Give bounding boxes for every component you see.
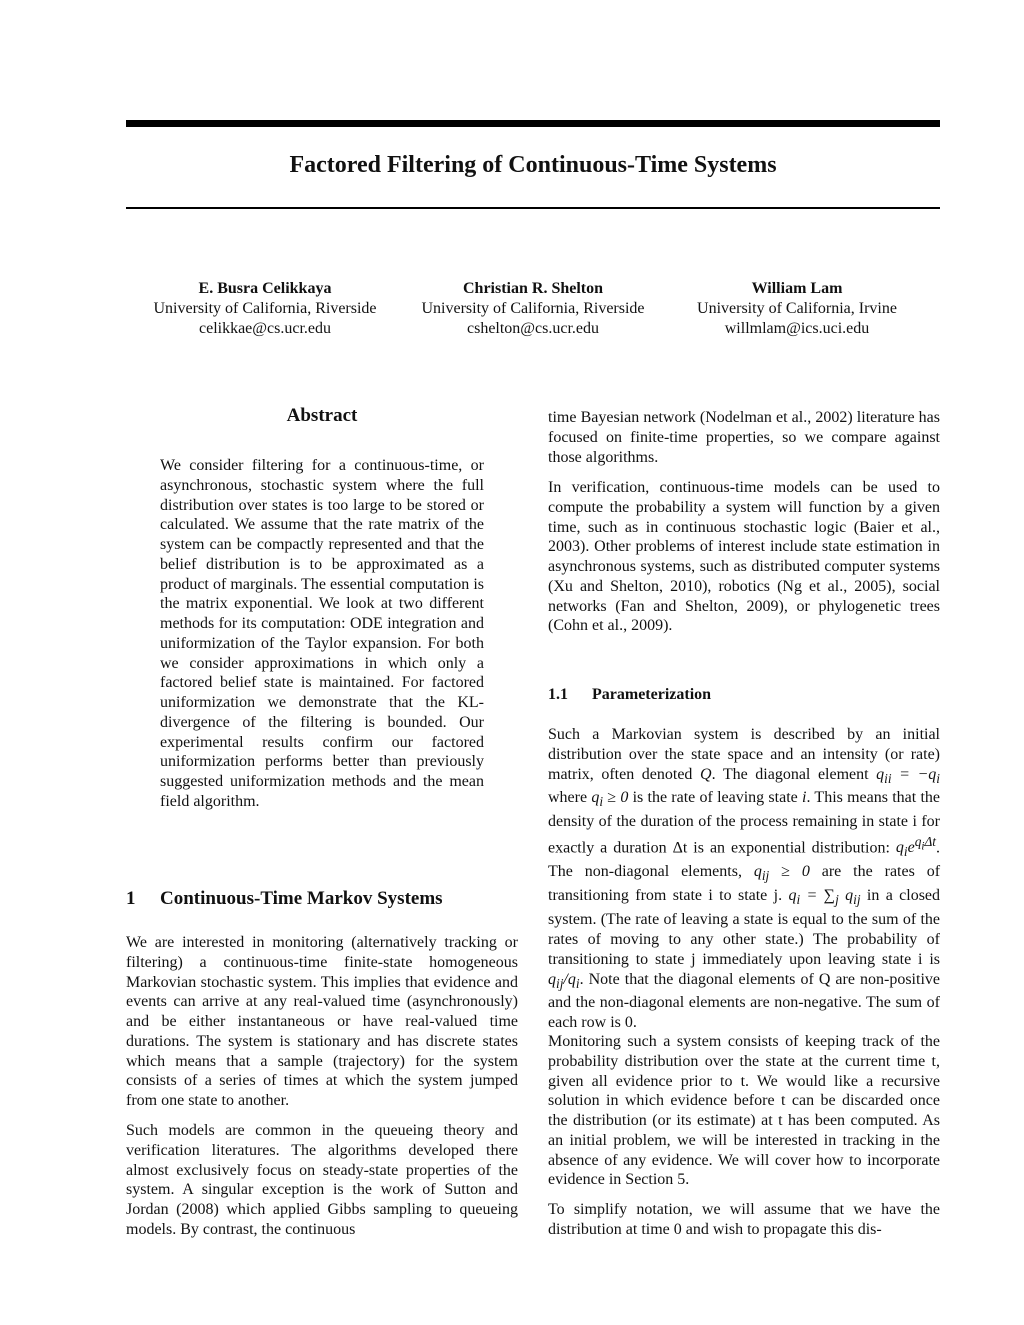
author-name: William Lam [751, 280, 843, 297]
paragraph-verification: In verification, continuous-time models can be used to compute the probability a system will function by a given time, such as in continuous stochastic logic (Baier et al., 2003). Other problems of interest include state estimation in asynchronous systems, such as distributed computer systems (Xu and Shelton, 2010), robotics (Ng et al., 2005), social networks (Fan and Shelton, 2009), or phylogenetic trees (Cohn et al., 2009). [548, 479, 940, 635]
subsection-1-1-heading [548, 686, 940, 704]
author-email: celikkae@cs.ucr.edu [198, 320, 331, 337]
math-qi-sum: $q_i = \sum_j$ $q_{ij}$ [788, 887, 861, 908]
author-affiliation: University of California, Riverside [421, 300, 645, 317]
paragraph-parameterization: Such a Markovian system is described by an initial distribution over the state space and an intensity (or rate) matrix, often denoted Q. The diagonal element $q_{ii} = -q_i$ where $q_i \ge 0$ is the rate of leaving state i. This means that the density of the duration of the process remaining in state i for exactly a duration Δt is an exponential distribution: $q_ie^{q_i\Delta t}$. The non-diagonal elements, $q_{ij} \ge 0$ are the rates of transitioning from state i to state j. $q_i = \sum_j$ $q_{ij}$ in a closed system. (The rate of leaving a state is equal to the sum of the rates of moving to any other state.) The probability of transitioning to state j immediately upon leaving state i is $q_{ij}/q_i$. Note that the diagonal elements of Q are non-positive and the non-diagonal elements are non-negative. The sum of each row is 0. [548, 726, 941, 1032]
author-1 [130, 279, 400, 339]
param-text-f: in a closed system. (The rate of leaving a state is equal to the sum of the rates of moving to any other state.) The probability of transitioning to state j immediately upon leaving state i is [548, 887, 941, 968]
math-i: i [802, 789, 807, 807]
title-top-rule [126, 120, 940, 127]
abstract-heading: Abstract [286, 405, 358, 426]
author-email: willmlam@ics.uci.edu [724, 320, 870, 337]
math-Q: Q [700, 765, 712, 783]
math-qi-ge0: $q_i \ge 0$ [591, 789, 629, 810]
section-1-paragraph-1: We are interested in monitoring (alternatively tracking or filtering) a continuous-time finite-state homogeneous Markovian stochastic system. This implies that evidence and events can arrive at any real-valued time (asynchronously) and be either instantaneous or have real-valued time durations. The system is stationary and has discrete states which means that a sample (trajectory) for the system consists of a series of times at which the system jumped from one state to another. [126, 934, 518, 1109]
paragraph-simplify: To simplify notation, we will assume that we have the distribution at time 0 and wish to propagate this dis- [548, 1201, 940, 1238]
section-number: 1 [126, 888, 136, 909]
section-1-paragraph-2: Such models are common in the queueing theory and verification literatures. The algorithms developed there almost exclusively focus on steady-state properties of the system. A singular exception is the work of Sutton and Jordan (2008) which applied Gibbs sampling to queueing models. By contrast, the continuous [126, 1122, 518, 1238]
title-bottom-rule [126, 207, 940, 209]
author-affiliation: University of California, Riverside [153, 300, 377, 317]
math-qii: $q_{ii} = -q_i$ [876, 765, 940, 786]
param-text-e: are the rates of transitioning from state i to state j. [548, 863, 941, 905]
math-qij-over-qi: $q_{ij}/q_i$ [548, 970, 580, 991]
subsection-number: 1.1 [548, 686, 568, 703]
section-1-heading [126, 888, 518, 910]
param-text-g: . Note that the diagonal elements of Q are non-positive and the non-diagonal elements are non-negative. The sum of each row is 0. [548, 970, 940, 1032]
author-3 [662, 279, 932, 339]
author-name: Christian R. Shelton [462, 280, 604, 297]
param-text-a: Such a Markovian system is described by an initial distribution over the state space and an intensity (or rate) matrix, often denoted [548, 726, 940, 783]
paragraph-continuation: time Bayesian network (Nodelman et al., 2002) literature has focused on finite-time properties, so we compare against those algorithms. [548, 409, 940, 466]
author-name: E. Busra Celikkaya [198, 280, 332, 297]
paragraph-monitoring: Monitoring such a system consists of keeping track of the probability distribution over the state at the current time t, given all evidence prior to t. We would like a recursive solution in which evidence before t can be discarded once the distribution (or its estimate) at t has been computed. As an initial problem, we will be interested in tracking in the absence of any evidence. We will cover how to incorporate evidence in Section 5. [548, 1033, 940, 1189]
abstract-text: We consider filtering for a continuous-time, or asynchronous, stochastic system where the full distribution over states is too large to be stored or calculated. We assume that the rate matrix of the system can be compactly represented and that the belief distribution is to be approximated as a product of marginals. The essential computation is the matrix exponential. We look at two different methods for its computation: ODE integration and uniformization of the Taylor expansion. For both we consider approximations in which only a factored belief state is maintained. For factored uniformization we demonstrate that the KL-divergence of the filtering is bounded. Our experimental results confirm our factored uniformization performs better than previously suggested uniformization methods and the mean field algorithm. [160, 457, 484, 810]
param-text-c: This means that the density of the duration of the process remaining in state i for exactly a duration Δt is an exponential distribution: [548, 789, 941, 857]
param-text-b: . The diagonal element [711, 765, 877, 783]
author-email: cshelton@cs.ucr.edu [466, 320, 600, 337]
author-affiliation: University of California, Irvine [697, 300, 897, 317]
math-exponential: $q_ie^{q_i\Delta t}$ [895, 834, 937, 860]
param-text-d: The non-diagonal elements, [548, 863, 742, 881]
section-title-text: Continuous-Time Markov Systems [160, 888, 443, 909]
math-qij-ge0: $q_{ij} \ge 0$ [753, 863, 810, 884]
paper-title: Factored Filtering of Continuous-Time Systems [289, 152, 777, 178]
subsection-title-text: Parameterization [592, 686, 712, 703]
author-2 [398, 279, 668, 339]
